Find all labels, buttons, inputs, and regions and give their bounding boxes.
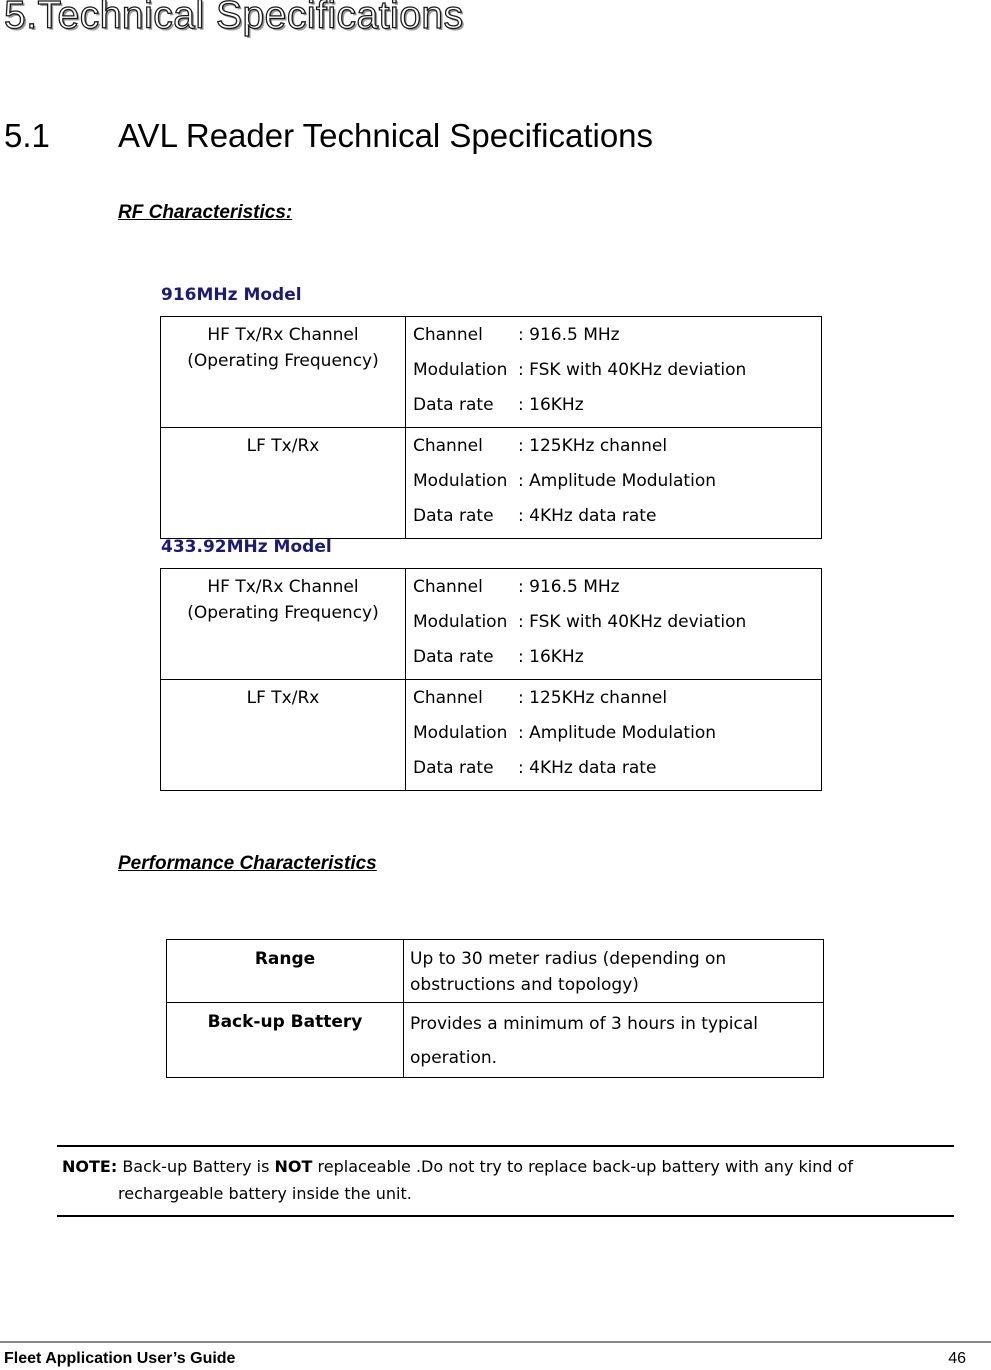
model-title: 916MHz Model (161, 285, 302, 305)
spec-key: Channel (413, 577, 483, 597)
spec-line (413, 574, 821, 609)
perf-value-cell (404, 1003, 824, 1078)
spec-label-line: LF Tx/Rx (246, 436, 320, 456)
spec-key: Channel (413, 688, 483, 708)
spec-line (413, 720, 821, 755)
spec-value: : 4KHz data rate (518, 758, 657, 778)
section-number: 5.1 (4, 117, 50, 154)
spec-label-cell (161, 317, 406, 428)
spec-value: : 16KHz (518, 395, 584, 415)
note-line: rechargeable battery inside the unit. (118, 1184, 412, 1203)
note-line (57, 1153, 954, 1180)
spec-table-916 (160, 316, 822, 539)
spec-value-cell (406, 569, 822, 680)
spec-value: : 916.5 MHz (518, 577, 620, 597)
spec-table-433 (160, 568, 822, 791)
spec-value: : 125KHz channel (518, 688, 668, 708)
spec-value: : 4KHz data rate (518, 506, 657, 526)
perf-value-line: Up to 30 meter radius (depending on (410, 949, 727, 969)
note-text: Back-up Battery is (122, 1157, 270, 1176)
spec-value-cell (406, 680, 822, 791)
spec-key: Data rate (413, 506, 494, 526)
perf-label-cell: Back-up Battery (167, 1003, 404, 1078)
spec-value-cell (406, 317, 822, 428)
note-box (57, 1145, 954, 1217)
table-row (161, 428, 822, 539)
spec-key: Data rate (413, 758, 494, 778)
spec-key: Data rate (413, 647, 494, 667)
spec-value: : 16KHz (518, 647, 584, 667)
spec-line (413, 322, 821, 357)
spec-label-line: (Operating Frequency) (187, 351, 379, 371)
spec-label-line: HF Tx/Rx Channel (207, 325, 359, 345)
performance-table (166, 939, 824, 1078)
spec-label-line: LF Tx/Rx (246, 688, 320, 708)
spec-label-cell (161, 428, 406, 539)
spec-value: : FSK with 40KHz deviation (518, 612, 747, 632)
spec-line (413, 503, 821, 538)
spec-key: Channel (413, 325, 483, 345)
table-row (167, 940, 824, 1003)
spec-label-line: (Operating Frequency) (187, 603, 379, 623)
spec-key: Modulation (413, 612, 508, 632)
table-row (161, 680, 822, 791)
spec-line (413, 392, 821, 427)
chapter-title: 5.Technical Specifications (4, 0, 464, 37)
performance-heading: Performance Characteristics (118, 853, 377, 874)
table-row (161, 317, 822, 428)
model-title: 433.92MHz Model (161, 537, 332, 557)
spec-value: : FSK with 40KHz deviation (518, 360, 747, 380)
table-row (161, 569, 822, 680)
spec-value-cell (406, 428, 822, 539)
spec-line (413, 644, 821, 679)
spec-key: Modulation (413, 723, 508, 743)
spec-key: Modulation (413, 360, 508, 380)
spec-key: Modulation (413, 471, 508, 491)
section-title: AVL Reader Technical Specifications (118, 117, 654, 154)
page-number: 46 (948, 1350, 966, 1367)
spec-value: : 916.5 MHz (518, 325, 620, 345)
rf-characteristics-heading: RF Characteristics: (118, 202, 293, 223)
spec-key: Data rate (413, 395, 494, 415)
perf-label-cell: Range (167, 940, 404, 1003)
perf-value-cell (404, 940, 824, 1003)
spec-line (413, 468, 821, 503)
footer-document-title: Fleet Application User’s Guide (4, 1350, 236, 1367)
perf-value-line: operation. (410, 1048, 498, 1068)
spec-value: : Amplitude Modulation (518, 723, 716, 743)
spec-line (413, 685, 821, 720)
spec-line (413, 433, 821, 468)
note-label: NOTE: (62, 1157, 118, 1176)
spec-label-cell (161, 569, 406, 680)
spec-label-line: HF Tx/Rx Channel (207, 577, 359, 597)
spec-line (413, 357, 821, 392)
spec-label-cell (161, 680, 406, 791)
note-emphasis: NOT (274, 1157, 313, 1176)
spec-value: : 125KHz channel (518, 436, 668, 456)
spec-line (413, 755, 821, 790)
table-row (167, 1003, 824, 1078)
spec-key: Channel (413, 436, 483, 456)
note-text: replaceable .Do not try to replace back-up battery with any kind of (317, 1157, 854, 1176)
perf-value-line: Provides a minimum of 3 hours in typical (410, 1014, 759, 1034)
spec-value: : Amplitude Modulation (518, 471, 716, 491)
spec-line (413, 609, 821, 644)
perf-value-line: obstructions and topology) (410, 975, 639, 995)
footer-divider (0, 1341, 991, 1343)
